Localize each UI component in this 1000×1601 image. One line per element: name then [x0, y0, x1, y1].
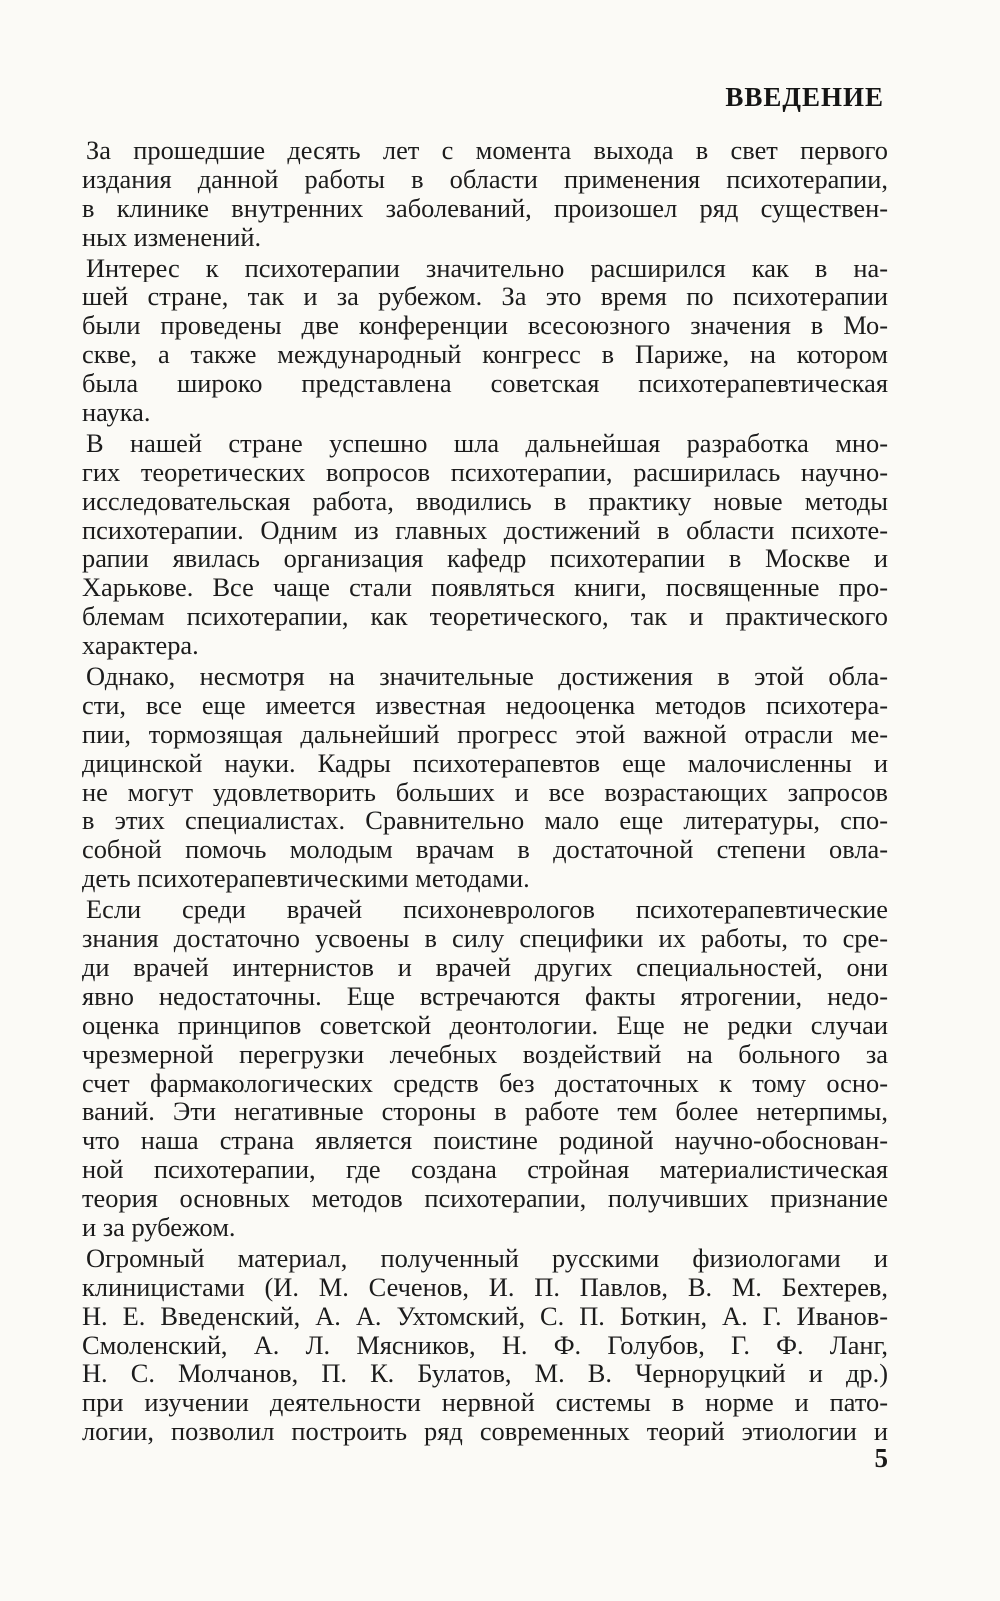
text-line: В нашей стране успешно шла дальнейшая разработка мно-: [86, 428, 888, 458]
text-line: шей стране, так и за рубежом. За это время по психотерапии: [82, 282, 888, 312]
text-line: теория основных методов психотерапии, получивших признание: [82, 1184, 888, 1213]
text-line: в этих специалистах. Сравнительно мало еще литературы, спо-: [82, 806, 888, 836]
text-line: Интерес к психотерапии значительно расширился как в на-: [86, 253, 888, 283]
text-line: была широко представлена советская психотерапевтическая: [82, 369, 888, 399]
paragraph: [82, 254, 888, 427]
paragraph: [82, 1244, 888, 1446]
text-line: при изучении деятельности нервной системы в норме и пато-: [82, 1388, 888, 1418]
text-line: исследовательская работа, вводились в практику новые методы: [82, 486, 888, 516]
paragraph: [82, 136, 888, 252]
text-line: Однако, несмотря на значительные достижения в этой обла-: [86, 662, 888, 691]
text-line: клиницистами (И. М. Сеченов, И. П. Павлов, В. М. Бехтерев,: [82, 1272, 888, 1302]
text-line: были проведены две конференции всесоюзного значения в Мо-: [82, 311, 888, 341]
text-line: издания данной работы в области применения психотерапии,: [82, 164, 888, 194]
text-line: чрезмерной перегрузки лечебных воздействий на больного за: [82, 1039, 888, 1069]
text-line: За прошедшие десять лет с момента выхода в свет первого: [86, 136, 888, 165]
paragraph: [82, 662, 888, 893]
paragraph: [82, 895, 888, 1242]
text-line: Если среди врачей психоневрологов психотерапевтические: [86, 895, 888, 925]
text-line: Харькове. Все чаще стали появляться книги, посвященные про-: [82, 573, 888, 603]
page-number: 5: [874, 1443, 888, 1473]
text-line: явно недостаточны. Еще встречаются факты ятрогении, недо-: [82, 981, 888, 1011]
text-line: блемам психотерапии, как теоретического, так и практического: [82, 602, 888, 632]
text-line: скве, а также международный конгресс в Париже, на котором: [82, 340, 888, 370]
text-line: деть психотерапевтическими методами.: [82, 864, 530, 894]
text-line: что наша страна является поистине родиной научно-обоснован-: [82, 1126, 888, 1156]
text-line: ной психотерапии, где создана стройная материалистическая: [82, 1155, 888, 1185]
body-text: [82, 136, 888, 1446]
text-line: Смоленский, А. Л. Мясников, Н. Ф. Голубов, Г. Ф. Ланг,: [82, 1330, 888, 1360]
text-line: гих теоретических вопросов психотерапии, расширилась научно-: [82, 457, 888, 487]
text-line: оценка принципов советской деонтологии. Еще не редки случаи: [82, 1010, 888, 1040]
text-line: дицинской науки. Кадры психотерапевтов еще малочисленны и: [82, 748, 888, 778]
text-line: логии, позволил построить ряд современных теорий этиологии и: [82, 1417, 888, 1447]
paragraph: [82, 429, 888, 660]
text-line: собной помочь молодым врачам в достаточной степени овла-: [82, 835, 888, 865]
text-line: ных изменений.: [82, 222, 262, 252]
text-line: наука.: [82, 398, 151, 427]
text-line: Н. С. Молчанов, П. К. Булатов, М. В. Черноруцкий и др.): [82, 1359, 888, 1389]
text-line: счет фармакологических средств без достаточных к тому осно-: [82, 1068, 888, 1098]
text-line: Огромный материал, полученный русскими физиологами и: [86, 1243, 888, 1273]
text-line: Н. Е. Введенский, А. А. Ухтомский, С. П. Боткин, А. Г. Иванов-: [82, 1301, 888, 1331]
text-line: сти, все еще имеется известная недооценка методов психотера-: [82, 690, 888, 720]
text-line: в клинике внутренних заболеваний, произошел ряд существен-: [82, 193, 888, 223]
text-line: рапии явилась организация кафедр психотерапии в Москве и: [82, 544, 888, 574]
text-line: ваний. Эти негативные стороны в работе тем более нетерпимы,: [82, 1097, 888, 1127]
text-line: ди врачей интернистов и врачей других специальностей, они: [82, 952, 888, 982]
text-line: не могут удовлетворить больших и все возрастающих запросов: [82, 777, 888, 807]
text-line: психотерапии. Одним из главных достижений в области психоте-: [82, 515, 888, 545]
text-line: характера.: [82, 631, 199, 661]
text-line: знания достаточно усвоены в силу специфики их работы, то сре-: [82, 924, 888, 953]
chapter-heading: ВВЕДЕНИЕ: [725, 82, 884, 112]
text-line: пии, тормозящая дальнейший прогресс этой важной отрасли ме-: [82, 719, 888, 749]
text-line: и за рубежом.: [82, 1212, 236, 1242]
